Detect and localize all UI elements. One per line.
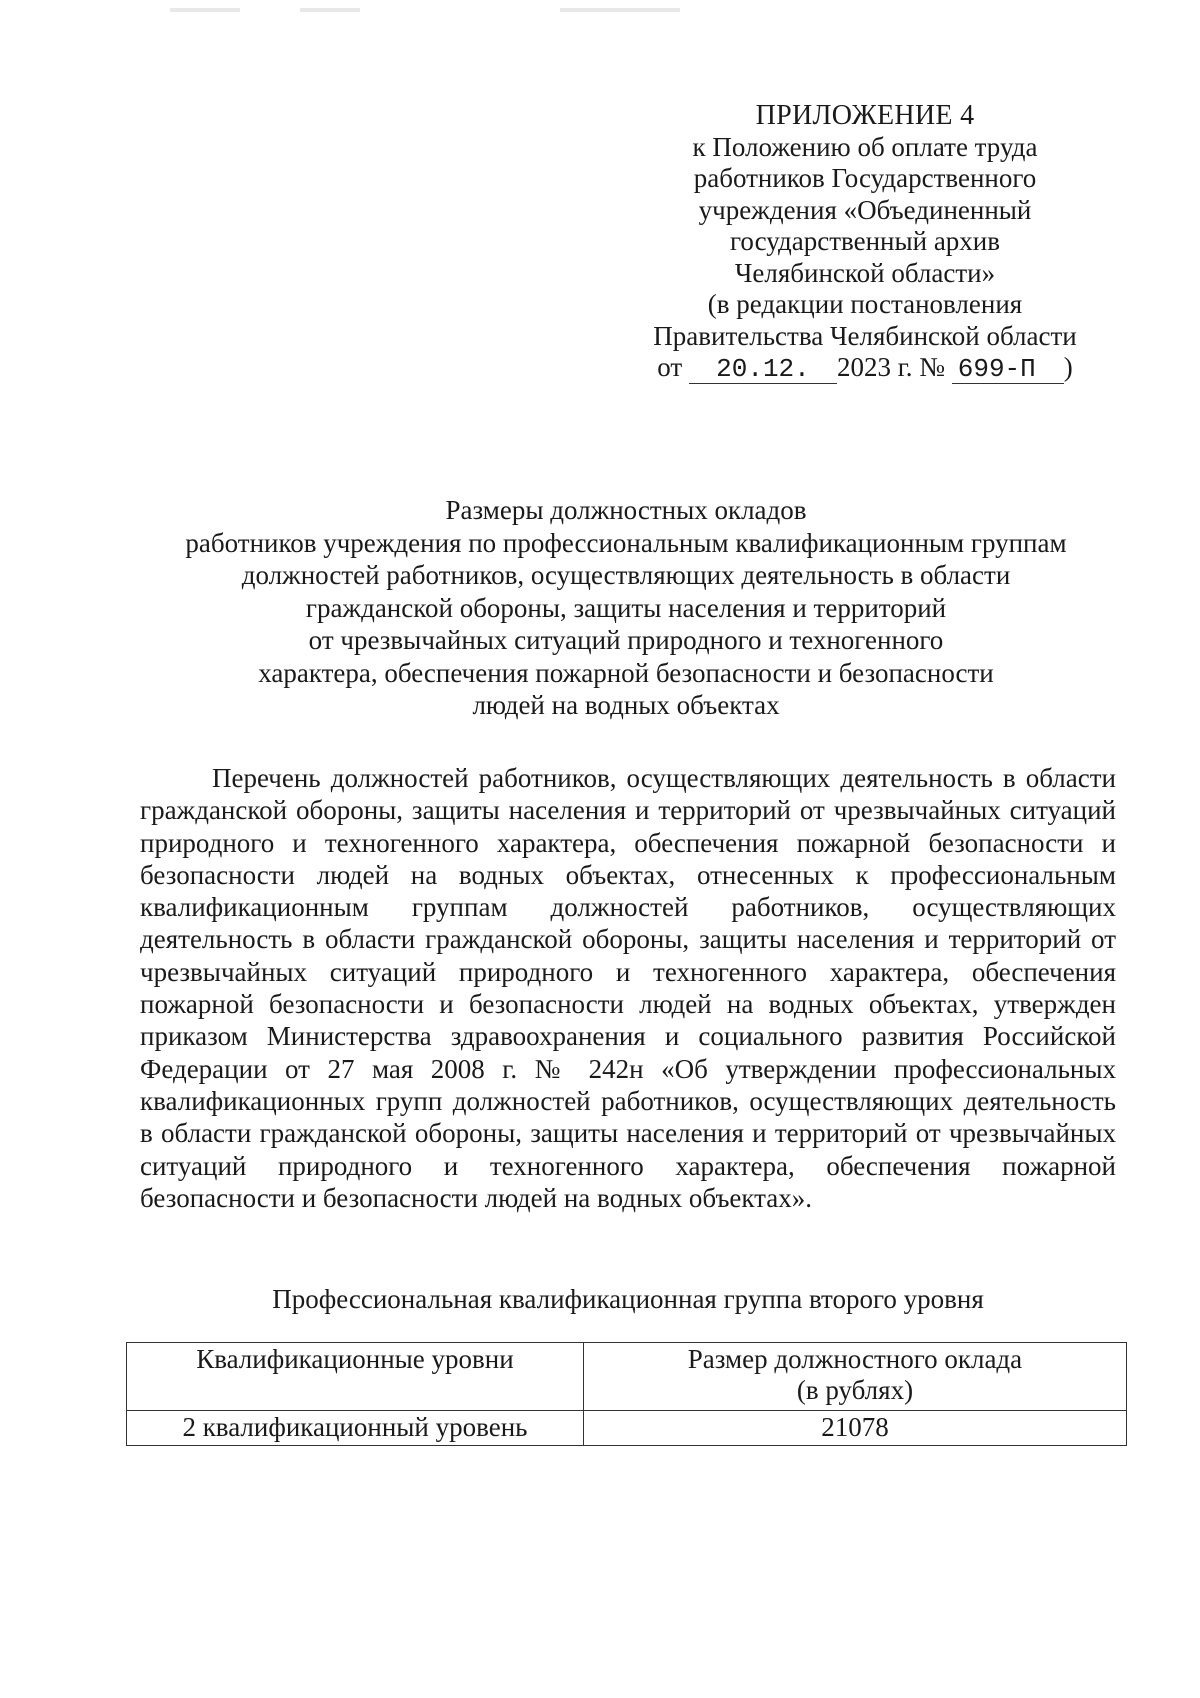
group-heading: Профессиональная квалификационная группа второго уровня — [272, 1284, 984, 1314]
date-prefix: от — [657, 352, 683, 382]
title-line: Размеры должностных окладов — [445, 495, 807, 525]
appendix-line: работников Государственного — [693, 163, 1037, 193]
appendix-line: (в редакции постановления — [707, 289, 1023, 319]
title-line: гражданской обороны, защиты населения и территорий — [305, 592, 947, 623]
appendix-header — [630, 100, 1100, 384]
table-row — [127, 1411, 1127, 1446]
title-line: людей на водных объектах — [472, 690, 780, 720]
salary-value-cell: 21078 — [583, 1411, 1126, 1446]
header-qualification-levels: Квалификационные уровни — [127, 1343, 584, 1411]
appendix-line: к Положению об оплате труда — [692, 131, 1038, 162]
resolution-dateline — [630, 352, 1100, 384]
document-title — [130, 494, 1122, 722]
scan-artifact — [170, 8, 240, 12]
appendix-line: государственный архив — [730, 226, 1000, 256]
title-line: от чрезвычайных ситуаций природного и техногенного — [308, 625, 944, 655]
header-salary-size — [583, 1343, 1126, 1411]
title-line: характера, обеспечения пожарной безопасности и безопасности — [258, 657, 994, 688]
appendix-line: Челябинской области» — [734, 257, 996, 288]
resolution-date: 20.12. — [689, 355, 837, 384]
title-line: работников учреждения по профессиональным квалификационным группам — [185, 527, 1067, 558]
closing-paren: ) — [1063, 352, 1073, 382]
salary-table — [126, 1342, 1127, 1446]
body-paragraph: Перечень должностей работников, осуществляющих деятельность в области гражданской обороны, защиты населения и территорий от чрезвычайных ситуаций природного и техногенного характера, обеспечения пожарной безопасности и безопасности людей на водных объектах, отнесенных к профессиональным квалификационным группам должностей работников, осуществляющих деятельность в области гражданской обороны, защиты населения и территорий от чрезвычайных ситуаций природного и техногенного характера, обеспечения пожарной безопасности и безопасности людей на водных объектах, утвержден приказом Министерства здравоохранения и социального развития Российской Федерации от 27 мая 2008 г. № 242н «Об утверждении профессиональных квалификационных групп должностей работников, осуществляющих деятельность в области гражданской обороны, защиты населения и территорий от чрезвычайных ситуаций природного и техногенного характера, обеспечения пожарной безопасности и безопасности людей на водных объектах». — [140, 763, 1116, 1213]
qualification-level-cell: 2 квалификационный уровень — [127, 1411, 584, 1446]
title-line: должностей работников, осуществляющих деятельность в области — [241, 560, 1011, 590]
scan-artifact — [300, 8, 360, 12]
date-year-suffix: 2023 г. № — [836, 352, 945, 382]
header-salary-unit: (в рублях) — [796, 1375, 914, 1405]
appendix-title: ПРИЛОЖЕНИЕ 4 — [755, 100, 975, 131]
table-header-row — [127, 1343, 1127, 1411]
appendix-line: Правительства Челябинской области — [653, 320, 1077, 351]
scan-artifact — [560, 8, 680, 12]
appendix-line: учреждения «Объединенный — [698, 194, 1032, 225]
resolution-number: 699-П — [952, 355, 1064, 384]
header-salary-line: Размер должностного оклада — [687, 1344, 1023, 1374]
